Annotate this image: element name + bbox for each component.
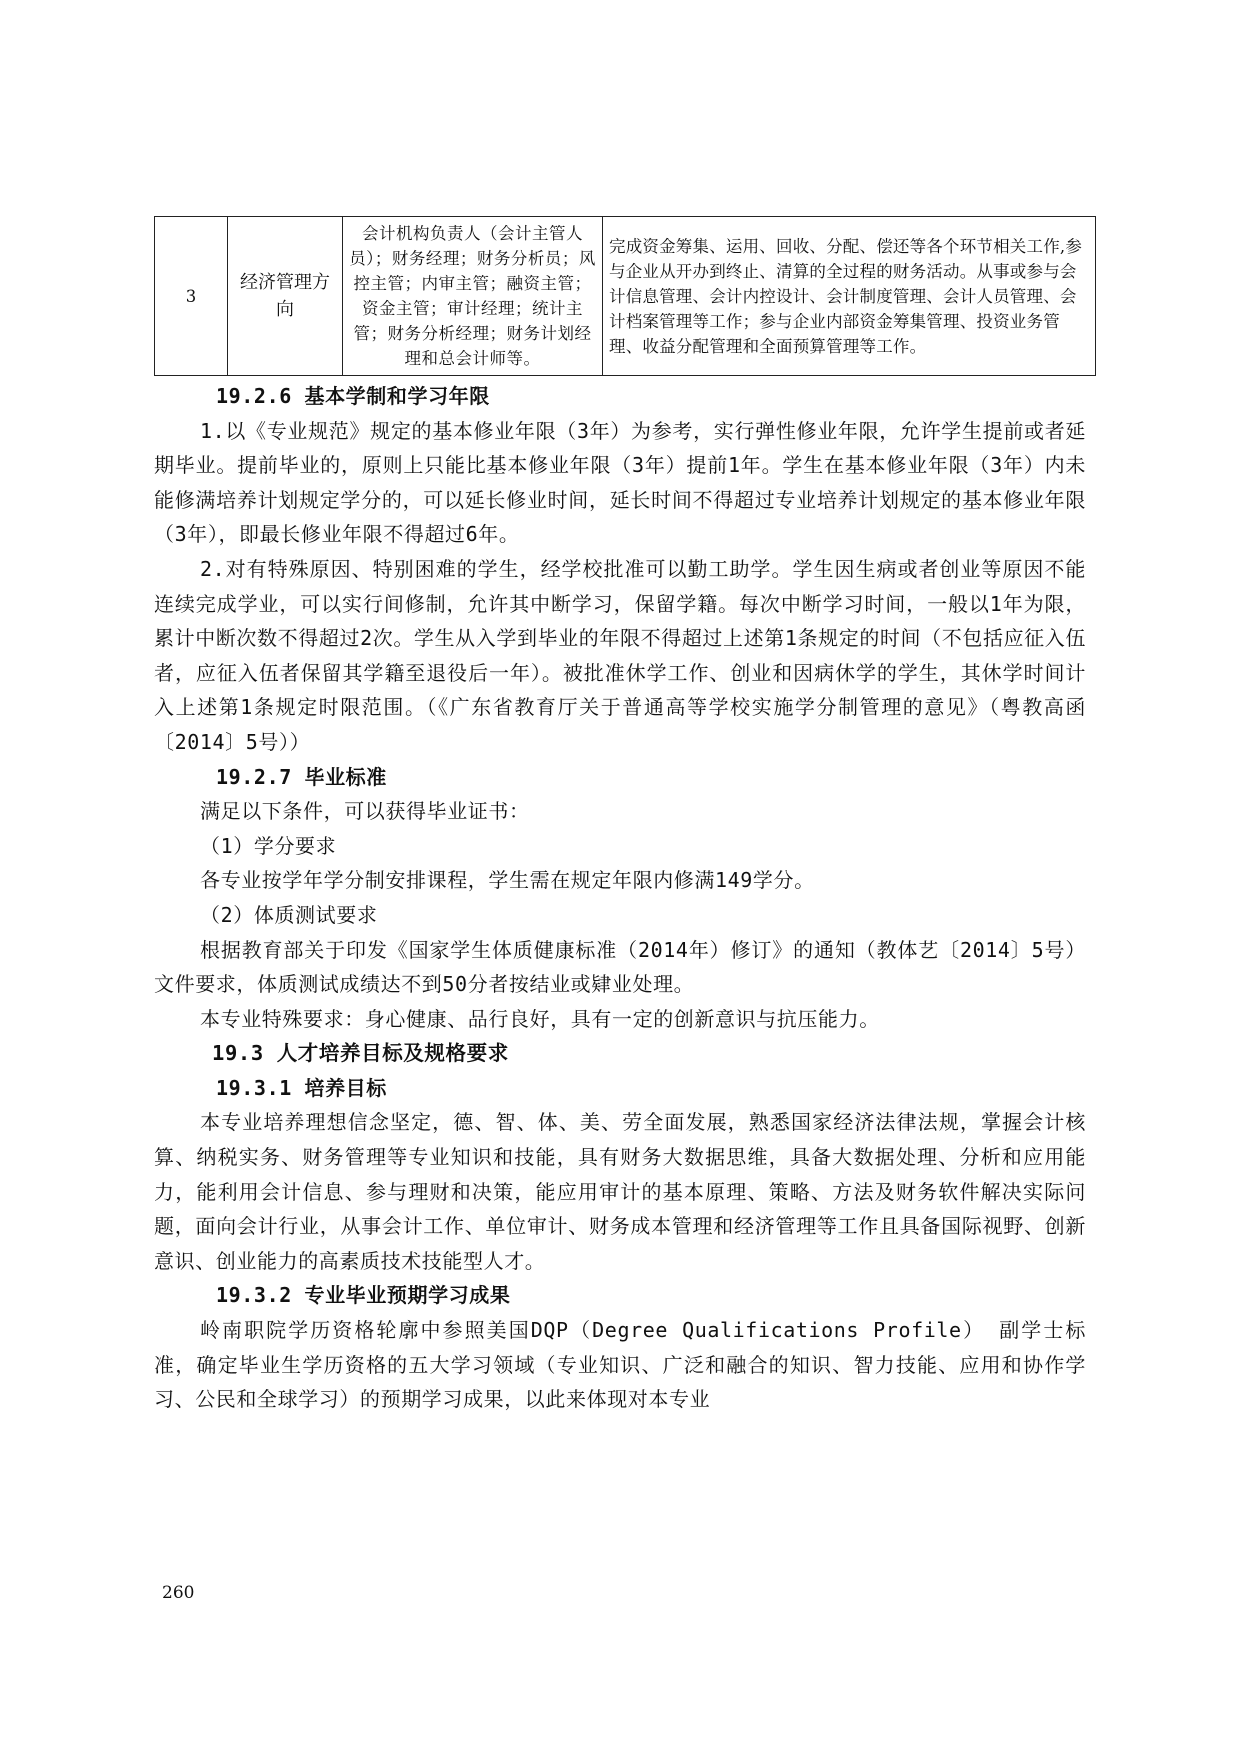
page-number: 260 xyxy=(162,1583,195,1603)
body-text xyxy=(154,379,1086,1417)
table-row xyxy=(155,217,1096,376)
paragraph: 本专业特殊要求：身心健康、品行良好，具有一定的创新意识与抗压能力。 xyxy=(200,1006,880,1031)
paragraph: 满足以下条件，可以获得毕业证书： xyxy=(200,799,530,824)
paragraph: 各专业按学年学分制安排课程，学生需在规定年限内修满149学分。 xyxy=(200,868,815,893)
paragraph: 根据教育部关于印发《国家学生体质健康标准（2014年）修订》的通知（教体艺〔2014〕5号）文件要求，体质测试成绩达不到50分者按结业或肄业处理。 xyxy=(154,937,1086,997)
section-heading-19-3-1: 19.3.1 培养目标 xyxy=(216,1075,387,1100)
paragraph: 岭南职院学历资格轮廓中参照美国DQP（Degree Qualifications Profile） 副学士标准，确定毕业生学历资格的五大学习领域（专业知识、广泛和融合的知识、智力技能、应用和协作学习、公民和全球学习）的预期学习成果，以此来体现对本专业 xyxy=(154,1318,1086,1412)
positions-cell: 会计机构负责人（会计主管人员）；财务经理；财务分析员；风控主管；内审主管；融资主管；资金主管；审计经理；统计主管；财务分析经理；财务计划经理和总会计师等。 xyxy=(343,217,603,376)
paragraph: 1.以《专业规范》规定的基本修业年限（3年）为参考，实行弹性修业年限，允许学生提前或者延期毕业。提前毕业的，原则上只能比基本修业年限（3年）提前1年。学生在基本修业年限（3年）内未能修满培养计划规定学分的，可以延长修业时间，延长时间不得超过专业培养计划规定的基本修业年限（3年），即最长修业年限不得超过6年。 xyxy=(154,418,1086,547)
section-heading-19-3-2: 19.3.2 专业毕业预期学习成果 xyxy=(216,1283,511,1308)
direction-cell: 经济管理方向 xyxy=(228,217,343,376)
row-number-cell: 3 xyxy=(155,217,228,376)
career-direction-table xyxy=(154,216,1096,376)
paragraph: 本专业培养理想信念坚定，德、智、体、美、劳全面发展，熟悉国家经济法律法规，掌握会计核算、纳税实务、财务管理等专业知识和技能，具有财务大数据思维，具备大数据处理、分析和应用能力，能利用会计信息、参与理财和决策，能应用审计的基本原理、策略、方法及财务软件解决实际问题，面向会计行业，从事会计工作、单位审计、财务成本管理和经济管理等工作且具备国际视野、创新意识、创业能力的高素质技术技能型人才。 xyxy=(154,1110,1086,1273)
list-item-title: （2）体质测试要求 xyxy=(200,902,378,927)
duties-cell: 完成资金筹集、运用、回收、分配、偿还等各个环节相关工作,参与企业从开办到终止、清算的全过程的财务活动。从事或参与会计信息管理、会计内控设计、会计制度管理、会计人员管理、会计档案管理等工作；参与企业内部资金筹集管理、投资业务管理、收益分配管理和全面预算管理等工作。 xyxy=(603,217,1096,376)
section-heading-19-2-6: 19.2.6 基本学制和学习年限 xyxy=(216,384,490,408)
paragraph: 2.对有特殊原因、特别困难的学生，经学校批准可以勤工助学。学生因生病或者创业等原因不能连续完成学业，可以实行间修制，允许其中断学习，保留学籍。每次中断学习时间，一般以1年为限，累计中断次数不得超过2次。学生从入学到毕业的年限不得超过上述第1条规定的时间（不包括应征入伍者，应征入伍者保留其学籍至退役后一年）。被批准休学工作、创业和因病休学的学生，其休学时间计入上述第1条规定时限范围。（《广东省教育厅关于普通高等学校实施学分制管理的意见》（粤教高函〔2014〕5号）） xyxy=(154,556,1086,754)
section-heading-19-3: 19.3 人才培养目标及规格要求 xyxy=(212,1041,509,1066)
section-heading-19-2-7: 19.2.7 毕业标准 xyxy=(216,764,387,789)
list-item-title: （1）学分要求 xyxy=(200,833,337,858)
